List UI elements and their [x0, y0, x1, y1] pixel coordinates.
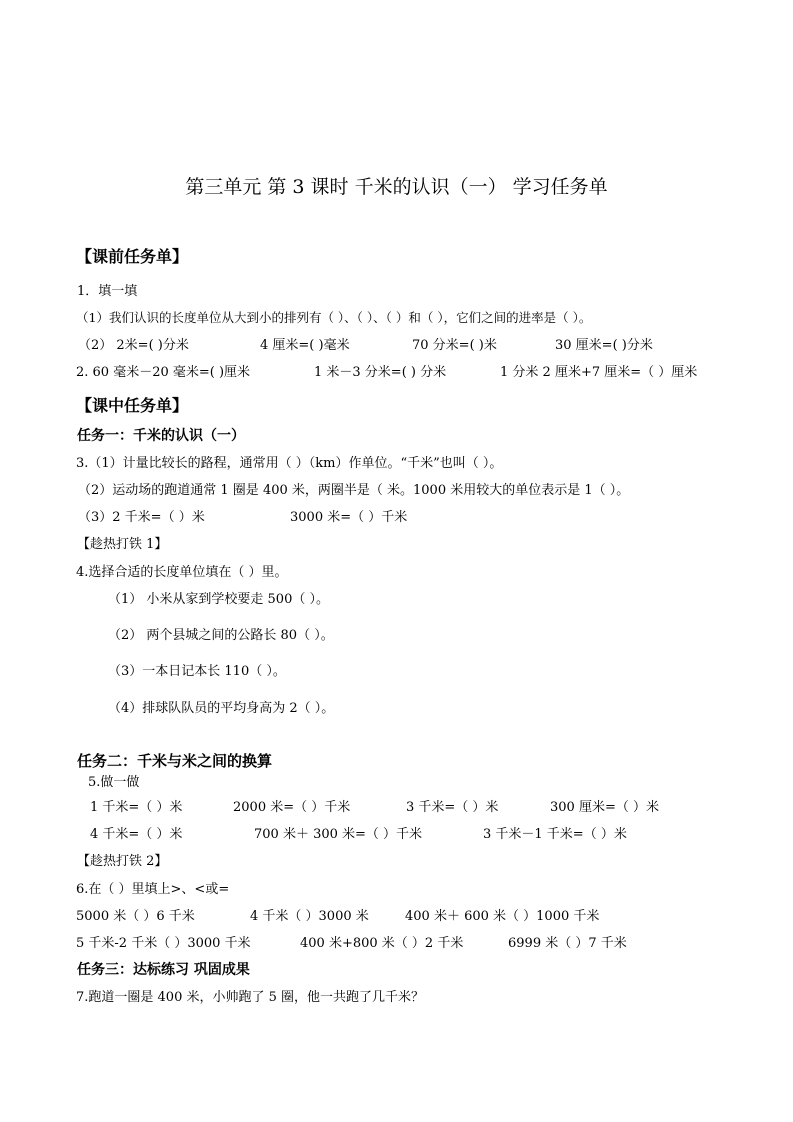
q4: 4.选择合适的长度单位填在（ ）里。 [76, 565, 288, 580]
q1-part2-a: （2） 2米=( )分米 [78, 338, 189, 353]
q5-row1-a: 1 千米=（ ）米 [90, 800, 183, 815]
q3-part1: 3.（1）计量比较长的路程，通常用（ ）（km）作单位。“千米”也叫（ ）。 [76, 456, 503, 471]
q6: 6.在（ ）里填上>、<或= [76, 882, 230, 897]
q6-row2-a: 5 千米-2 千米（ ）3000 千米 [76, 936, 251, 951]
q2-a: 2. 60 毫米－20 毫米=( )厘米 [76, 365, 251, 380]
practice1-header: 【趁热打铁 1】 [77, 537, 168, 552]
q6-row1-b: 4 千米（ ）3000 米 [250, 909, 369, 924]
task2-title: 任务二：千米与米之间的换算 [77, 752, 273, 770]
q3-part2: （2）运动场的跑道通常 1 圈是 400 米，两圈半是（ 米。1000 米用较大的单位表示是 1（ ）。 [78, 483, 630, 498]
page-title: 第三单元 第 3 课时 千米的认识（一） 学习任务单 [185, 176, 608, 198]
q3-part3-b: 3000 米=（ ）千米 [290, 510, 408, 525]
q4-3: （3）一本日记本长 110（ ）。 [108, 664, 286, 679]
q6-row1-a: 5000 米（ ）6 千米 [76, 909, 195, 924]
q2-c: 1 分米 2 厘米+7 厘米=（ ）厘米 [500, 365, 698, 380]
q1-label: 1．填一填 [77, 284, 138, 299]
q5-row2-b: 700 米＋ 300 米=（ ）千米 [254, 827, 423, 842]
q7: 7.跑道一圈是 400 米，小帅跑了 5 圈，他一共跑了几千米？ [76, 990, 425, 1005]
q6-row2-c: 6999 米（ ）7 千米 [508, 936, 627, 951]
task3-title: 任务三：达标练习 巩固成果 [77, 962, 250, 978]
q1-part2-d: 30 厘米=( )分米 [555, 338, 653, 353]
q5-row2-c: 3 千米－1 千米=（ ）米 [483, 827, 627, 842]
q4-2: （2） 两个县城之间的公路长 80（ ）。 [108, 628, 334, 643]
in-task-header: 【课中任务单】 [76, 396, 189, 415]
q5-row1-d: 300 厘米=（ ）米 [550, 800, 659, 815]
q5-label: 5.做一做 [88, 775, 140, 790]
q4-4: （4）排球队队员的平均身高为 2（ ）。 [108, 701, 335, 716]
q2-b: 1 米－3 分米=( ) 分米 [314, 365, 447, 380]
q3-part3-a: （3）2 千米=（ ）米 [78, 510, 205, 525]
q5-row2-a: 4 千米=（ ）米 [90, 827, 183, 842]
q5-row1-c: 3 千米=（ ）米 [406, 800, 499, 815]
practice2-header: 【趁热打铁 2】 [77, 854, 168, 869]
q6-row1-c: 400 米＋ 600 米（ ）1000 千米 [405, 909, 600, 924]
q1-part1: （1）我们认识的长度单位从大到小的排列有（ ）、（ ）、（ ）和（ ），它们之间的进率是（ ）。 [76, 310, 592, 325]
task1-title: 任务一：千米的认识（一） [77, 428, 245, 444]
q5-row1-b: 2000 米=（ ）千米 [233, 800, 351, 815]
q1-part2-c: 70 分米=( )米 [412, 338, 497, 353]
q4-1: （1） 小米从家到学校要走 500（ ）。 [108, 592, 329, 607]
q6-row2-b: 400 米+800 米（ ）2 千米 [300, 936, 464, 951]
q1-part2-b: 4 厘米=( )毫米 [260, 338, 350, 353]
pre-task-header: 【课前任务单】 [76, 247, 189, 266]
